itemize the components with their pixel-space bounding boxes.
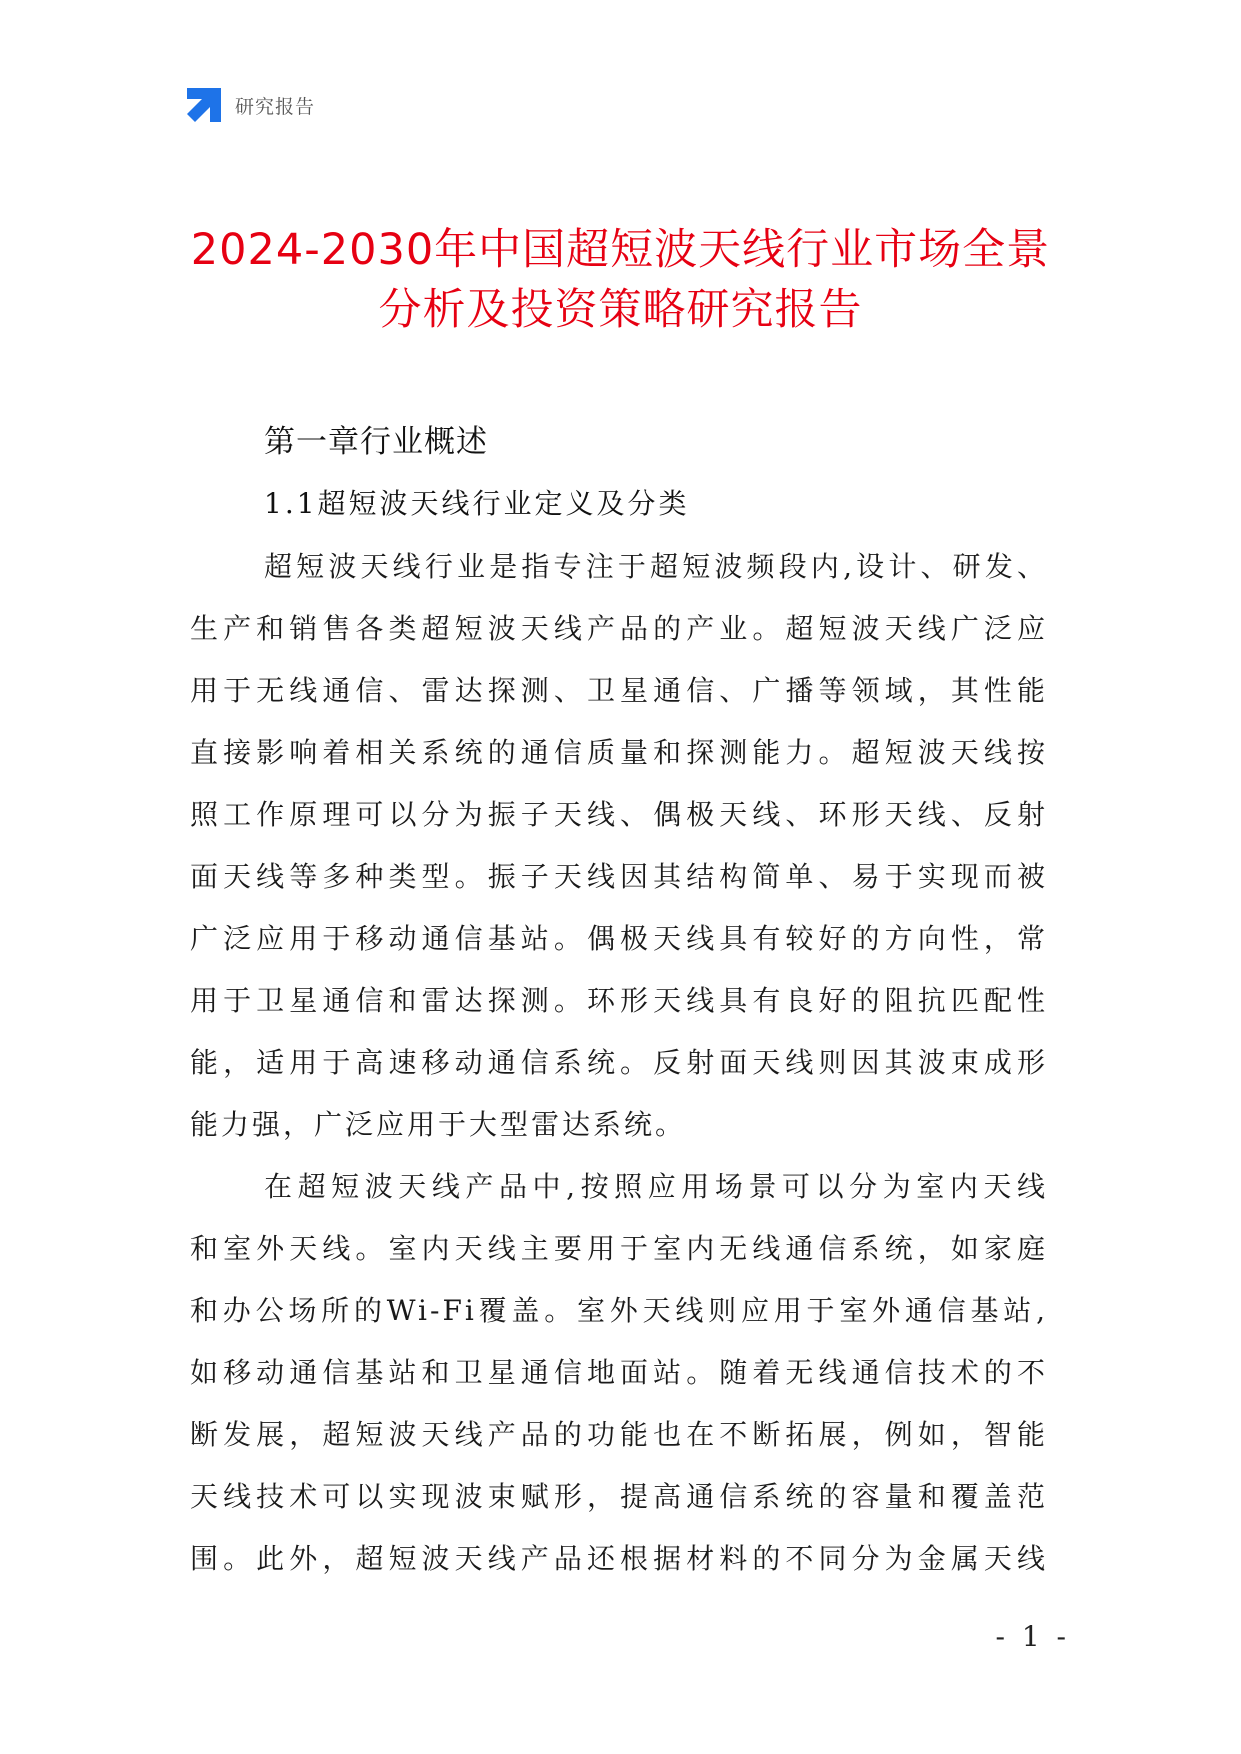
paragraph-1 [190, 536, 1048, 1156]
text-line: 如移动通信基站和卫星通信地面站。随着无线通信技术的不 [190, 1356, 1048, 1389]
title-line-1: 2024-2030年中国超短波天线行业市场全景 [190, 225, 1051, 275]
text-line: 和室外天线。室内天线主要用于室内无线通信系统，如家庭 [190, 1232, 1048, 1265]
paragraph-2 [190, 1156, 1048, 1590]
text-line: 断发展，超短波天线产品的功能也在不断拓展，例如，智能 [190, 1418, 1048, 1451]
text-line: 超短波天线行业是指专注于超短波频段内,设计、研发、 [264, 550, 1048, 583]
text-line: 生产和销售各类超短波天线产品的产业。超短波天线广泛应 [190, 612, 1048, 645]
header-label: 研究报告 [235, 95, 316, 118]
report-title [160, 220, 1081, 340]
text-line: 广泛应用于移动通信基站。偶极天线具有较好的方向性，常 [190, 922, 1048, 955]
text-line: 围。此外，超短波天线产品还根据材料的不同分为金属天线 [190, 1542, 1048, 1575]
text-line: 能力强，广泛应用于大型雷达系统。 [190, 1108, 687, 1141]
text-line: 能，适用于高速移动通信系统。反射面天线则因其波束成形 [190, 1046, 1048, 1079]
text-line: 面天线等多种类型。振子天线因其结构简单、易于实现而被 [190, 860, 1048, 893]
text-line: 和办公场所的Wi-Fi覆盖。室外天线则应用于室外通信基站, [190, 1294, 1048, 1327]
chapter-heading: 第一章行业概述 [264, 424, 488, 460]
title-line-2: 分析及投资策略研究报告 [378, 285, 863, 335]
text-line: 天线技术可以实现波束赋形，提高通信系统的容量和覆盖范 [190, 1480, 1048, 1513]
arrow-up-right-icon [187, 88, 221, 122]
text-line: 照工作原理可以分为振子天线、偶极天线、环形天线、反射 [190, 798, 1048, 831]
body-text [190, 536, 1048, 1590]
text-line: 在超短波天线产品中,按照应用场景可以分为室内天线 [264, 1170, 1048, 1203]
page-number: - 1 - [995, 1620, 1070, 1653]
text-line: 用于无线通信、雷达探测、卫星通信、广播等领域，其性能 [190, 674, 1048, 707]
section-heading: 1.1超短波天线行业定义及分类 [264, 487, 690, 520]
text-line: 直接影响着相关系统的通信质量和探测能力。超短波天线按 [190, 736, 1048, 769]
text-line: 用于卫星通信和雷达探测。环形天线具有良好的阻抗匹配性 [190, 984, 1048, 1017]
report-header [187, 88, 315, 122]
